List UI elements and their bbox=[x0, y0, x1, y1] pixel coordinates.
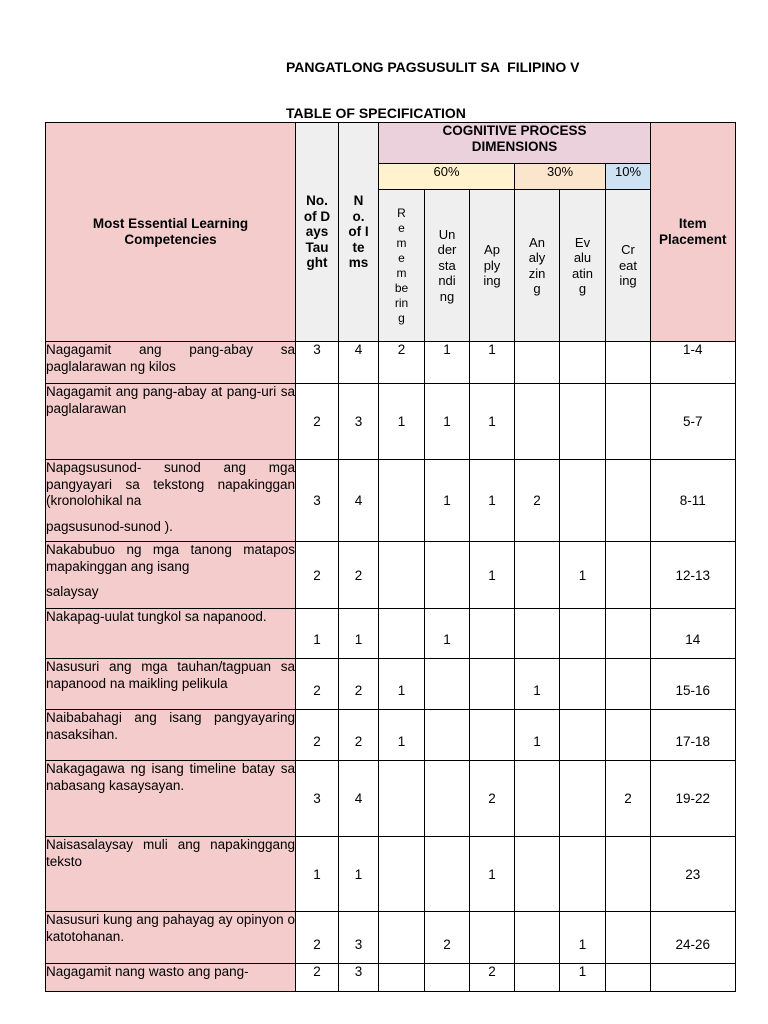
item-placement-cell: 5-7 bbox=[651, 384, 736, 460]
remembering-cell: 1 bbox=[379, 659, 425, 710]
items-cell: 3 bbox=[339, 384, 379, 460]
understanding-cell: 1 bbox=[425, 460, 470, 542]
applying-cell bbox=[470, 659, 515, 710]
analyzing-cell bbox=[515, 964, 560, 992]
creating-cell bbox=[606, 964, 651, 992]
competency-cell: Naisasalaysay muli ang napakinggang teksto bbox=[46, 837, 296, 912]
competency-cell: Nagagamit ang pang-abay at pang-uri sa paglalarawan bbox=[46, 384, 296, 460]
no-of-items-header: No. of Items bbox=[339, 123, 379, 342]
remembering-cell: 2 bbox=[379, 342, 425, 384]
competency-cell: Nasusuri kung ang pahayag ay opinyon o katotohanan. bbox=[46, 912, 296, 964]
analyzing-cell bbox=[515, 837, 560, 912]
table-row bbox=[46, 342, 736, 384]
competency-cell: Nasusuri ang mga tauhan/tagpuan sa napanood na maikling pelikula bbox=[46, 659, 296, 710]
applying-cell: 1 bbox=[470, 837, 515, 912]
evaluating-cell bbox=[560, 609, 606, 659]
items-cell: 2 bbox=[339, 542, 379, 609]
understanding-cell bbox=[425, 837, 470, 912]
items-cell: 2 bbox=[339, 710, 379, 761]
evaluating-cell bbox=[560, 659, 606, 710]
item-placement-cell: 23 bbox=[651, 837, 736, 912]
creating-cell bbox=[606, 659, 651, 710]
evaluating-cell: 1 bbox=[560, 964, 606, 992]
remembering-cell: 1 bbox=[379, 710, 425, 761]
remembering-cell bbox=[379, 460, 425, 542]
competency-cell: Nakagagawa ng isang timeline batay sa nabasang kasaysayan. bbox=[46, 761, 296, 837]
items-cell: 4 bbox=[339, 460, 379, 542]
days-taught-cell: 2 bbox=[296, 384, 339, 460]
item-placement-cell: 1-4 bbox=[651, 342, 736, 384]
applying-cell bbox=[470, 912, 515, 964]
items-cell: 3 bbox=[339, 964, 379, 992]
competency-text: Napagsusunod- sunod ang mga pangyayari sa tekstong napakinggan (kronolohikal na bbox=[46, 460, 295, 508]
cognitive-process-header: COGNITIVE PROCESS DIMENSIONS bbox=[379, 123, 651, 164]
competency-cell bbox=[46, 542, 296, 609]
understanding-cell: 2 bbox=[425, 912, 470, 964]
analyzing-cell bbox=[515, 609, 560, 659]
table-row bbox=[46, 964, 736, 992]
understanding-cell: 1 bbox=[425, 342, 470, 384]
competency-cell bbox=[46, 460, 296, 542]
evaluating-header: Evaluating bbox=[560, 190, 606, 342]
understanding-cell bbox=[425, 542, 470, 609]
understanding-cell: 1 bbox=[425, 384, 470, 460]
applying-cell: 1 bbox=[470, 542, 515, 609]
evaluating-cell: 1 bbox=[560, 912, 606, 964]
days-taught-cell: 1 bbox=[296, 609, 339, 659]
understanding-cell bbox=[425, 659, 470, 710]
competency-text: Nakabubuo ng mga tanong matapos mapakinggan ang isang bbox=[46, 542, 295, 574]
applying-cell: 2 bbox=[470, 964, 515, 992]
applying-cell: 2 bbox=[470, 761, 515, 837]
analyzing-cell bbox=[515, 761, 560, 837]
table-row bbox=[46, 912, 736, 964]
item-placement-cell: 17-18 bbox=[651, 710, 736, 761]
applying-cell bbox=[470, 609, 515, 659]
analyzing-cell bbox=[515, 384, 560, 460]
table-title: TABLE OF SPECIFICATION bbox=[286, 105, 466, 121]
creating-cell bbox=[606, 912, 651, 964]
remembering-cell bbox=[379, 964, 425, 992]
analyzing-cell bbox=[515, 342, 560, 384]
competency-cell: Nakapag-uulat tungkol sa napanood. bbox=[46, 609, 296, 659]
applying-cell: 1 bbox=[470, 460, 515, 542]
items-cell: 1 bbox=[339, 837, 379, 912]
item-placement-cell: 12-13 bbox=[651, 542, 736, 609]
evaluating-cell bbox=[560, 761, 606, 837]
remembering-cell bbox=[379, 912, 425, 964]
item-placement-cell: 14 bbox=[651, 609, 736, 659]
evaluating-cell bbox=[560, 710, 606, 761]
middle-order-percentage: 30% bbox=[515, 164, 606, 190]
understanding-header: Understanding bbox=[425, 190, 470, 342]
creating-cell bbox=[606, 837, 651, 912]
evaluating-cell: 1 bbox=[560, 542, 606, 609]
item-placement-cell: 15-16 bbox=[651, 659, 736, 710]
items-cell: 2 bbox=[339, 659, 379, 710]
item-placement-cell bbox=[651, 964, 736, 992]
creating-cell bbox=[606, 342, 651, 384]
higher-order-percentage: 10% bbox=[606, 164, 651, 190]
items-cell: 1 bbox=[339, 609, 379, 659]
applying-cell: 1 bbox=[470, 384, 515, 460]
remembering-cell bbox=[379, 609, 425, 659]
days-taught-cell: 2 bbox=[296, 964, 339, 992]
competencies-header: Most Essential Learning Competencies bbox=[46, 123, 296, 342]
competency-cell: Nagagamit ang pang-abay sa paglalarawan ng kilos bbox=[46, 342, 296, 384]
evaluating-cell bbox=[560, 837, 606, 912]
lower-order-percentage: 60% bbox=[379, 164, 515, 190]
creating-cell bbox=[606, 460, 651, 542]
days-taught-header: No. of Days Taught bbox=[296, 123, 339, 342]
item-placement-header: Item Placement bbox=[651, 123, 736, 342]
competency-continuation: pagsusunod-sunod ). bbox=[46, 518, 173, 534]
creating-cell: 2 bbox=[606, 761, 651, 837]
days-taught-cell: 2 bbox=[296, 659, 339, 710]
competency-cell: Naibabahagi ang isang pangyayaring nasaksihan. bbox=[46, 710, 296, 761]
days-taught-cell: 3 bbox=[296, 342, 339, 384]
analyzing-header: Analyzing bbox=[515, 190, 560, 342]
understanding-cell bbox=[425, 761, 470, 837]
table-row bbox=[46, 761, 736, 837]
evaluating-cell bbox=[560, 384, 606, 460]
creating-header: Creating bbox=[606, 190, 651, 342]
creating-cell bbox=[606, 542, 651, 609]
applying-cell bbox=[470, 710, 515, 761]
days-taught-cell: 1 bbox=[296, 837, 339, 912]
analyzing-cell: 1 bbox=[515, 710, 560, 761]
evaluating-cell bbox=[560, 342, 606, 384]
items-cell: 4 bbox=[339, 761, 379, 837]
table-row bbox=[46, 460, 736, 542]
item-placement-cell: 8-11 bbox=[651, 460, 736, 542]
table-row bbox=[46, 609, 736, 659]
creating-cell bbox=[606, 609, 651, 659]
days-taught-cell: 3 bbox=[296, 761, 339, 837]
analyzing-cell: 1 bbox=[515, 659, 560, 710]
item-placement-cell: 19-22 bbox=[651, 761, 736, 837]
understanding-cell bbox=[425, 710, 470, 761]
remembering-cell bbox=[379, 761, 425, 837]
remembering-cell bbox=[379, 542, 425, 609]
competency-continuation: salaysay bbox=[46, 584, 99, 599]
days-taught-cell: 2 bbox=[296, 710, 339, 761]
days-taught-cell: 2 bbox=[296, 912, 339, 964]
understanding-cell: 1 bbox=[425, 609, 470, 659]
analyzing-cell bbox=[515, 542, 560, 609]
analyzing-cell bbox=[515, 912, 560, 964]
understanding-cell bbox=[425, 964, 470, 992]
table-row bbox=[46, 384, 736, 460]
item-placement-cell: 24-26 bbox=[651, 912, 736, 964]
competency-cell: Nagagamit nang wasto ang pang- bbox=[46, 964, 296, 992]
remembering-cell bbox=[379, 837, 425, 912]
analyzing-cell: 2 bbox=[515, 460, 560, 542]
creating-cell bbox=[606, 384, 651, 460]
items-cell: 4 bbox=[339, 342, 379, 384]
evaluating-cell bbox=[560, 460, 606, 542]
days-taught-cell: 3 bbox=[296, 460, 339, 542]
applying-cell: 1 bbox=[470, 342, 515, 384]
document-title: PANGATLONG PAGSUSULIT SA FILIPINO V bbox=[286, 59, 580, 75]
table-row bbox=[46, 659, 736, 710]
table-row bbox=[46, 542, 736, 609]
table-row bbox=[46, 837, 736, 912]
specification-table bbox=[45, 122, 736, 992]
remembering-header: Remembering bbox=[379, 190, 425, 342]
remembering-cell: 1 bbox=[379, 384, 425, 460]
days-taught-cell: 2 bbox=[296, 542, 339, 609]
applying-header: Applying bbox=[470, 190, 515, 342]
creating-cell bbox=[606, 710, 651, 761]
table-row bbox=[46, 710, 736, 761]
items-cell: 3 bbox=[339, 912, 379, 964]
